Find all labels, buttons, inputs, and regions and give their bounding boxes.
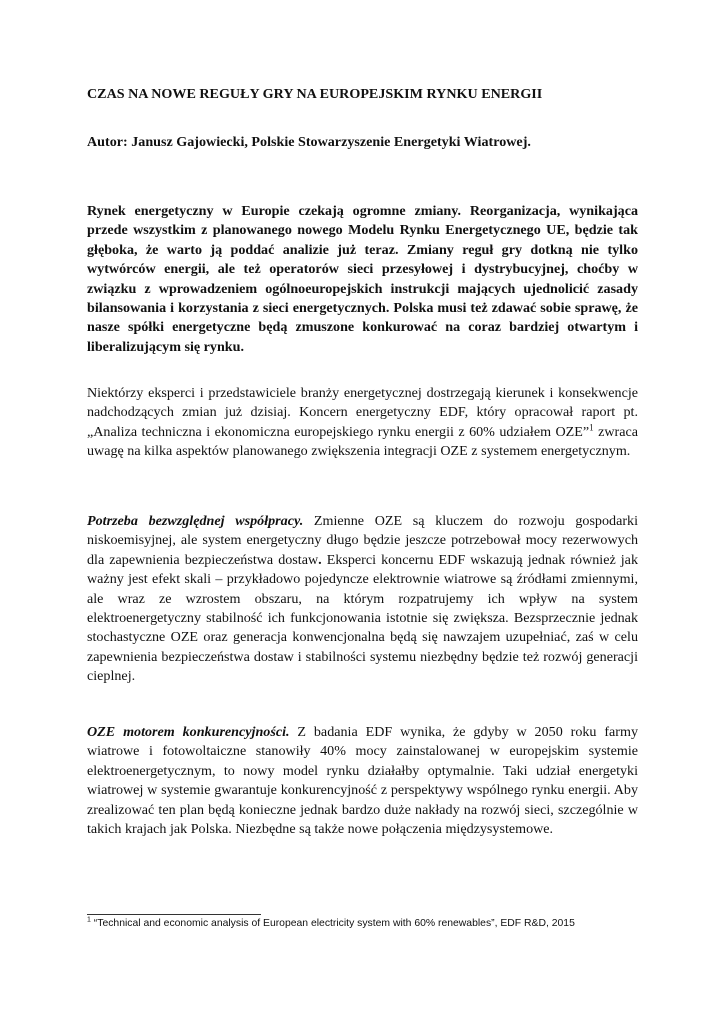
paragraph-cooperation-text-end: Eksperci koncernu EDF wskazują jednak również jak ważny jest efekt skali – przykładowo pojedyncze elektrownie wiatrowe są źródłami zmiennymi, ale wraz ze wzrostem obszaru, na którym rozpatrujemy ich wpływ na system elektroenergetyczny stabilność ich funkcjonowania istotnie się zwiększa. Bezsprzecznie jednak stochastyczne OZE oraz generacja konwencjonalna będą się nawzajem uzupełniać, zaś w celu zapewnienia bezpieczeństwa dostaw i stabilności systemu niezbędny będzie też rozwój generacji cieplnej. <box>87 551 638 685</box>
lead-paragraph: Rynek energetyczny w Europie czekają ogromne zmiany. Reorganizacja, wynikająca przede wszystkim z planowanego nowego Modelu Rynku Energetycznego UE, będzie tak głęboka, że warto ją poddać analizie już teraz. Zmiany reguł gry dotkną nie tylko wytwórców energii, ale też operatorów sieci przesyłowej i dystrybucyjnej, choćby w związku z wprowadzeniem ogólnoeuropejskich instrukcji mających ujednolicić zasady bilansowania i korzystania z sieci energetycznych. Polska musi też zdawać sobie sprawę, że nasze spółki energetyczne będą zmuszone konkurować na coraz bardziej otwartym i liberalizującym się rynku. <box>87 203 638 355</box>
footnote-reference: 1 <box>589 422 594 433</box>
author-line: Autor: Janusz Gajowiecki, Polskie Stowarzyszenie Energetyki Wiatrowej. <box>87 134 531 150</box>
paragraph-intro <box>87 384 638 462</box>
paragraph-cooperation <box>87 512 638 687</box>
bold-period: . <box>318 551 322 568</box>
paragraph-competitiveness <box>87 723 638 839</box>
paragraph-intro-text: Niektórzy eksperci i przedstawiciele branży energetycznej dostrzegają kierunek i konsekwencje nadchodzących zmian już dzisiaj. Koncern energetyczny EDF, który opracował raport pt. „Analiza techniczna i ekonomiczna europejskiego rynku energii z 60% udziałem OZE” <box>87 385 638 440</box>
footnote <box>87 918 647 929</box>
paragraph-competitiveness-text: Z badania EDF wynika, że gdyby w 2050 roku farmy wiatrowe i fotowoltaiczne stanowiły 40% mocy zainstalowanej w europejskim systemie elektroenergetycznym, to nowy model rynku działałby optymalnie. Taki udział energetyki wiatrowej w systemie gwarantuje konkurencyjność z perspektywy wspólnego rynku energii. Aby zrealizować ten plan będą konieczne jednak bardzo duże nakłady na rozwój sieci, szczególnie w takich krajach jak Polska. Niezbędne są także nowe połączenia międzysystemowe. <box>87 724 638 838</box>
footnote-divider <box>87 914 261 915</box>
footnote-text: “Technical and economic analysis of European electricity system with 60% renewables”, EDF R&D, 2015 <box>90 918 575 929</box>
paragraph-intro-text-end: zwraca uwagę na kilka aspektów planowanego zwiększenia integracji OZE z systemem energetycznym. <box>87 423 638 460</box>
document-title: CZAS NA NOWE REGUŁY GRY NA EUROPEJSKIM RYNKU ENERGII <box>87 86 543 102</box>
section-heading-competitiveness: OZE motorem konkurencyjności. <box>87 724 290 740</box>
paragraph-cooperation-text: Zmienne OZE są kluczem do rozwoju gospodarki niskoemisyjnej, ale system energetyczny długo będzie jeszcze potrzebował mocy rezerwowych dla zapewnienia bezpieczeństwa dostaw <box>87 513 638 568</box>
footnote-number: 1 <box>87 916 91 924</box>
section-heading-cooperation: Potrzeba bezwzględnej współpracy. <box>87 513 304 529</box>
